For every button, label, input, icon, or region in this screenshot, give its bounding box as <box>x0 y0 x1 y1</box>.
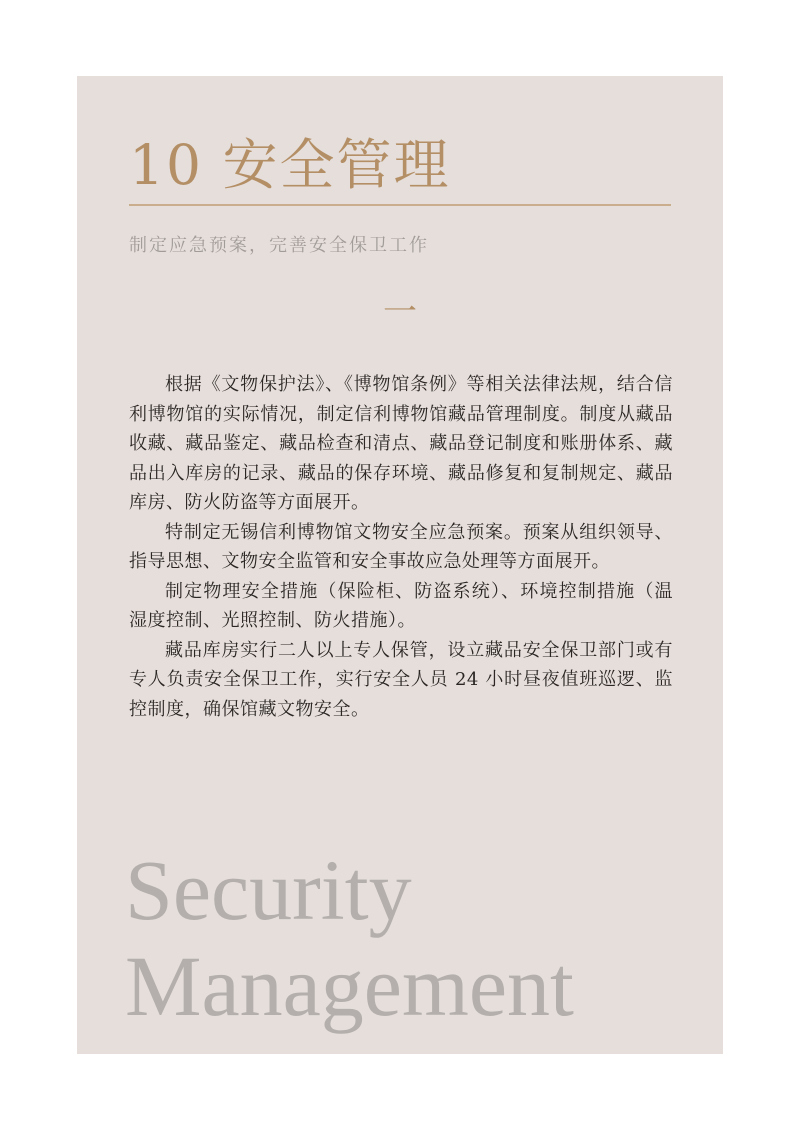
english-title-line: Security <box>125 842 412 938</box>
section-mark: 一 <box>383 292 417 332</box>
paragraph: 根据《文物保护法》、《博物馆条例》等相关法律法规，结合信利博物馆的实际情况，制定信利博物馆藏品管理制度。制度从藏品收藏、藏品鉴定、藏品检查和清点、藏品登记制度和账册体系、藏品出入库房的记录、藏品的保存环境、藏品修复和复制规定、藏品库房、防火防盗等方面展开。 <box>129 374 673 513</box>
title-divider <box>129 204 671 206</box>
paragraph: 特制定无锡信利博物馆文物安全应急预案。预案从组织领导、指导思想、文物安全监管和安全事故应急处理等方面展开。 <box>129 521 673 572</box>
english-title <box>125 842 574 1034</box>
english-title-line: Management <box>125 938 574 1034</box>
chapter-subtitle: 制定应急预案，完善安全保卫工作 <box>129 235 429 256</box>
body-text <box>129 370 673 724</box>
paragraph: 制定物理安全措施（保险柜、防盗系统）、环境控制措施（温湿度控制、光照控制、防火措施）。 <box>129 580 673 631</box>
paragraph: 藏品库房实行二人以上专人保管，设立藏品安全保卫部门或有专人负责安全保卫工作，实行安全人员 24 小时昼夜值班巡逻、监控制度，确保馆藏文物安全。 <box>129 639 673 720</box>
chapter-title: 10 安全管理 <box>129 133 451 197</box>
page-panel <box>77 76 723 1054</box>
